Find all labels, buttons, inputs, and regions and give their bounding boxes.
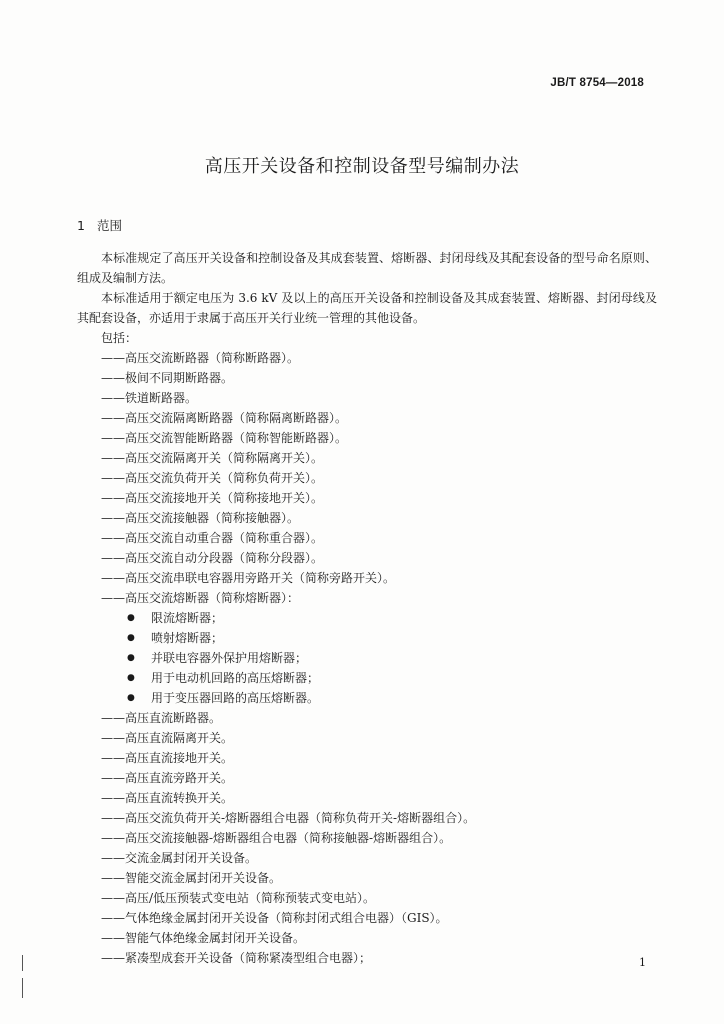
body-text (77, 248, 657, 968)
sub-list-text: 用于变压器回路的高压熔断器。 (151, 691, 320, 705)
list-item: ——高压交流串联电容器用旁路开关（简称旁路开关）。 (101, 571, 396, 585)
bullet-icon: ● (127, 653, 135, 663)
list-item: ——高压交流负荷开关-熔断器组合电器（简称负荷开关-熔断器组合）。 (101, 811, 476, 825)
list-item: ——交流金属封闭开关设备。 (101, 851, 258, 865)
equipment-list-a (77, 348, 657, 608)
includes-label: 包括： (101, 331, 138, 345)
list-item: ——高压直流旁路开关。 (101, 771, 234, 785)
sub-list-text: 限流熔断器； (151, 611, 224, 625)
list-item: ——智能气体绝缘金属封闭开关设备。 (101, 931, 306, 945)
sub-list-item (77, 648, 657, 668)
sub-list-item (77, 628, 657, 648)
bullet-icon: ● (127, 693, 135, 703)
fuse-sublist (77, 608, 657, 708)
bullet-icon: ● (127, 673, 135, 683)
list-item: ——高压交流自动分段器（简称分段器）。 (101, 551, 324, 565)
list-item: ——高压直流隔离开关。 (101, 731, 234, 745)
list-item: ——高压直流转换开关。 (101, 791, 234, 805)
sub-list-text: 用于电动机回路的高压熔断器； (151, 671, 320, 685)
list-item: ——紧凑型成套开关设备（简称紧凑型组合电器）； (101, 951, 372, 965)
list-item: ——高压交流负荷开关（简称负荷开关）。 (101, 471, 324, 485)
equipment-list-b (77, 708, 657, 968)
list-item: ——高压交流隔离开关（简称隔离开关）。 (101, 451, 324, 465)
sub-list-text: 并联电容器外保护用熔断器； (151, 651, 308, 665)
list-item: ——智能交流金属封闭开关设备。 (101, 871, 282, 885)
document-title: 高压开关设备和控制设备型号编制办法 (204, 156, 520, 177)
list-item: ——气体绝缘金属封闭开关设备（简称封闭式组合电器）（GIS）。 (101, 911, 448, 925)
page-number: 1 (639, 956, 646, 969)
list-item: ——高压交流熔断器（简称熔断器）： (101, 591, 300, 605)
list-item: ——高压直流断路器。 (101, 711, 222, 725)
scope-paragraph-2: 本标准适用于额定电压为 3.6 kV 及以上的高压开关设备和控制设备及其成套装置、熔断器、封闭母线及其配套设备，亦适用于隶属于高压开关行业统一管理的其他设备。 (77, 291, 657, 325)
list-item: ——铁道断路器。 (101, 391, 198, 405)
sub-list-item (77, 688, 657, 708)
list-item: ——高压交流隔离断路器（简称隔离断路器）。 (101, 411, 348, 425)
sub-list-item (77, 668, 657, 688)
binding-mark (22, 955, 23, 971)
sub-list-text: 喷射熔断器； (151, 631, 224, 645)
bullet-icon: ● (127, 633, 135, 643)
section-title: 范围 (97, 218, 123, 233)
binding-mark (22, 978, 23, 998)
section-number: 1 (77, 218, 85, 233)
standard-number: JB/T 8754—2018 (550, 77, 644, 89)
list-item: ——高压交流自动重合器（简称重合器）。 (101, 531, 324, 545)
list-item: ——高压交流断路器（简称断路器）。 (101, 351, 300, 365)
bullet-icon: ● (127, 613, 135, 623)
list-item: ——高压/低压预装式变电站（简称预装式变电站）。 (101, 891, 376, 905)
list-item: ——极间不同期断路器。 (101, 371, 234, 385)
list-item: ——高压直流接地开关。 (101, 751, 234, 765)
list-item: ——高压交流接地开关（简称接地开关）。 (101, 491, 324, 505)
list-item: ——高压交流智能断路器（简称智能断路器）。 (101, 431, 348, 445)
list-item: ——高压交流接触器（简称接触器）。 (101, 511, 300, 525)
scope-paragraph-1: 本标准规定了高压开关设备和控制设备及其成套装置、熔断器、封闭母线及其配套设备的型号命名原则、组成及编制方法。 (77, 251, 657, 285)
list-item: ——高压交流接触器-熔断器组合电器（简称接触器-熔断器组合）。 (101, 831, 452, 845)
section-heading (77, 216, 122, 234)
sub-list-item (77, 608, 657, 628)
